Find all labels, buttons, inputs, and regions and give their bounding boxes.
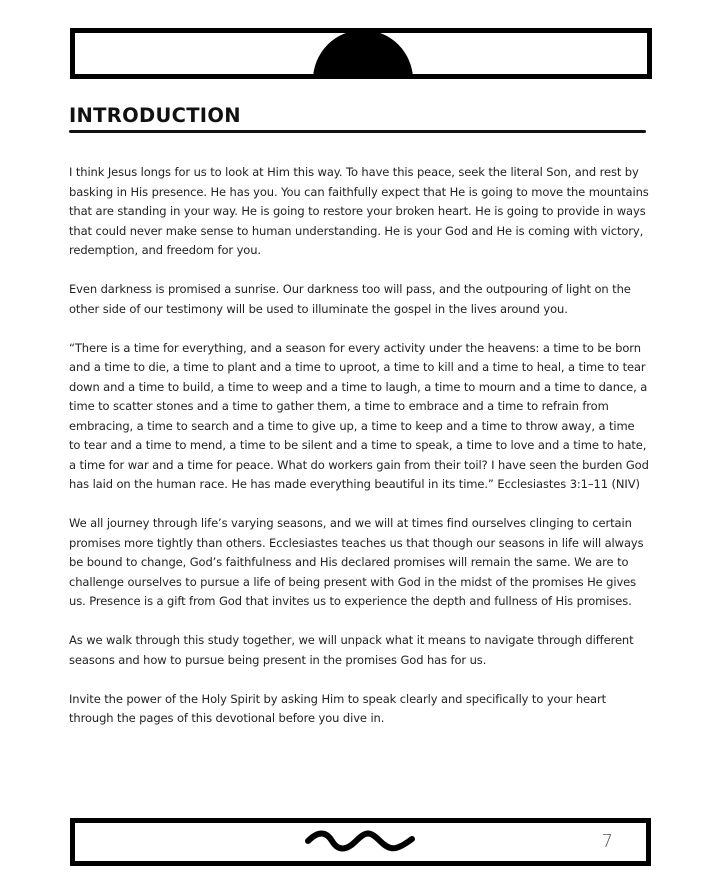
title-divider — [69, 130, 646, 133]
paragraph: “There is a time for everything, and a season for every activity under the heavens: a time to be born and a time to die, a time to plant and a time to uproot, a time to kill and a time to heal, a time to tear down and a time to build, a time to weep and a time to laugh, a time to mourn and a time to dance, a time to scatter stones and a time to gather them, a time to embrace and a time to refrain from embracing, a time to search and a time to give up, a time to keep and a time to throw away, a time to tear and a time to mend, a time to be silent and a time to speak, a time to love and a time to hate, a time for war and a time for peace. What do workers gain from their toil? I have seen the burden God has laid on the human race. He has made everything beautiful in its time.” Ecclesiastes 3:1–11 (NIV) — [69, 340, 649, 491]
wave-icon — [304, 829, 416, 857]
paragraph: We all journey through life’s varying seasons, and we will at times find ourselves clinging to certain promises more tightly than others. Ecclesiastes teaches us that though our seasons in life will always be bound to change, God’s faithfulness and His declared promises will remain the same. We are to challenge ourselves to pursue a life of being present with God in the midst of the promises He gives us. Presence is a gift from God that invites us to experience the depth and fullness of His promises. — [69, 516, 644, 608]
page-number: 7 — [601, 831, 613, 852]
body-text — [69, 163, 649, 748]
paragraph: Invite the power of the Holy Spirit by asking Him to speak clearly and specifically to your heart through the pages of this devotional before you dive in. — [69, 691, 606, 725]
footer-frame — [70, 818, 651, 866]
half-sun-icon — [313, 30, 413, 79]
paragraph: As we walk through this study together, we will unpack what it means to navigate through different seasons and how to pursue being present in the promises God has for us. — [69, 633, 634, 667]
paragraph: I think Jesus longs for us to look at Him this way. To have this peace, seek the literal Son, and rest by basking in His presence. He has you. You can faithfully expect that He is going to move the mountains that are standing in your way. He is going to restore your broken heart. He is going to provide in ways that could never make sense to human understanding. He is your God and He is coming with victory, redemption, and freedom for you. — [69, 165, 649, 257]
header-frame — [70, 28, 652, 79]
page-title: INTRODUCTION — [69, 104, 241, 127]
paragraph: Even darkness is promised a sunrise. Our darkness too will pass, and the outpouring of light on the other side of our testimony will be used to illuminate the gospel in the lives around you. — [69, 282, 631, 316]
